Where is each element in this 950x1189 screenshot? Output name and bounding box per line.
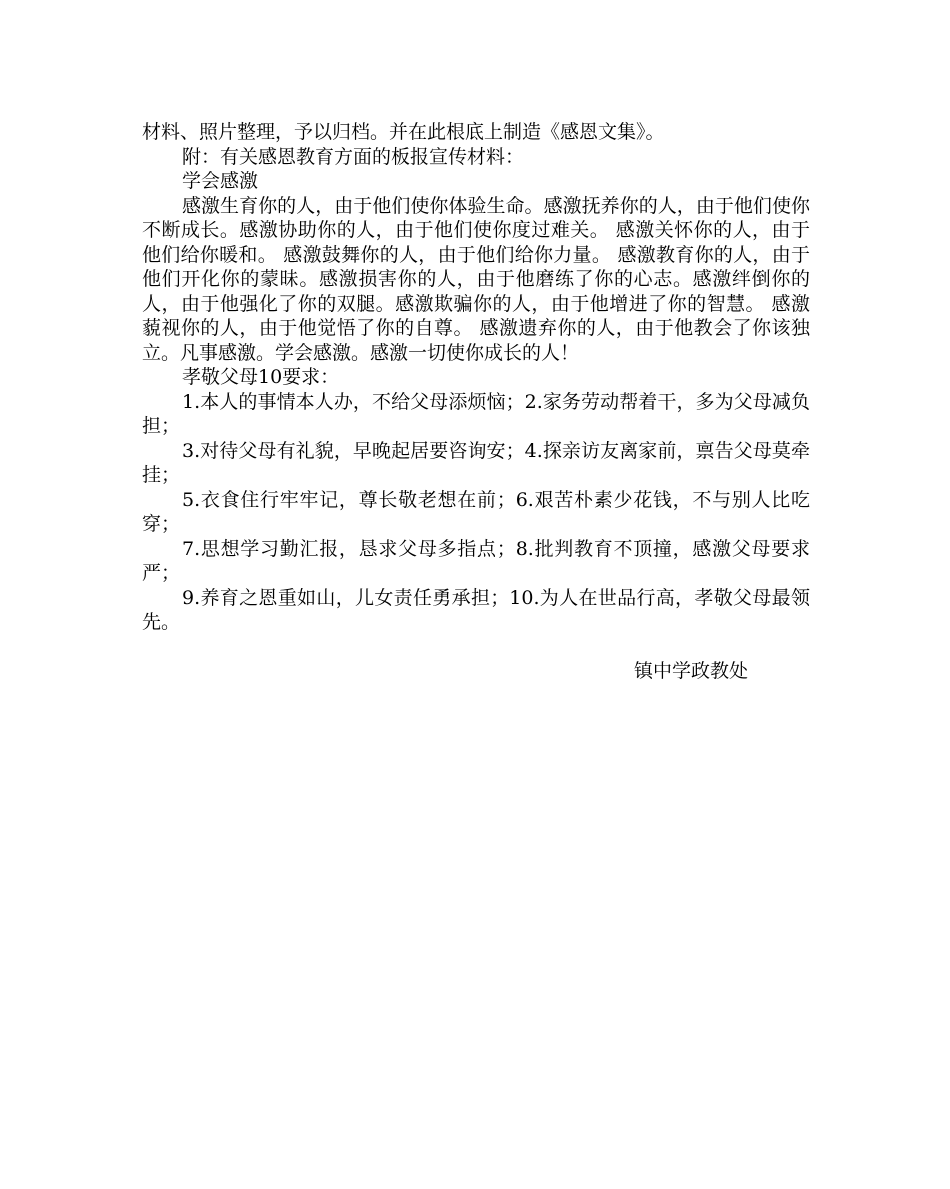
signature: 镇中学政教处 bbox=[633, 659, 748, 682]
paragraph-archive: 材料、照片整理，予以归档。并在此根底上制造《感恩文集》。 bbox=[142, 121, 665, 143]
document-body bbox=[142, 120, 810, 683]
list-item: 1.本人的事情本人办，不给父母添烦恼；2.家务劳动帮着干，多为父母减负担； bbox=[142, 390, 810, 437]
list-item: 9.养育之恩重如山，儿女责任勇承担；10.为人在世品行高，孝敬父母最领先。 bbox=[142, 586, 810, 633]
list-item: 7.思想学习勤汇报，恳求父母多指点；8.批判教育不顶撞，感激父母要求严； bbox=[142, 537, 810, 584]
list-item: 3.对待父母有礼貌，早晚起居要咨询安；4.探亲访友离家前，禀告父母莫牵挂； bbox=[142, 439, 810, 486]
list-item: 5.衣食住行牢牢记，尊长敬老想在前；6.艰苦朴素少花钱，不与别人比吃穿； bbox=[142, 488, 810, 535]
section-heading-filial: 孝敬父母10要求： bbox=[182, 366, 340, 388]
section-heading: 学会感激 bbox=[182, 170, 259, 192]
paragraph-gratitude: 感激生育你的人，由于他们使你体验生命。感激抚养你的人，由于他们使你不断成长。感激协助你的人，由于他们使你度过难关。 感激关怀你的人，由于他们给你暖和。 感激鼓舞你的人，由于他们给你力量。 感激教育你的人，由于他们开化你的蒙昧。感激损害你的人，由于他磨练了你的心志。感激绊倒你的人，由于他强化了你的双腿。感激欺骗你的人，由于他增进了你的智慧。 感激藐视你的人，由于他觉悟了你的自尊。 感激遗弃你的人，由于他教会了你该独立。凡事感激。学会感激。感激一切使你成长的人！ bbox=[142, 194, 810, 364]
paragraph-attachment: 附：有关感恩教育方面的板报宣传材料： bbox=[182, 145, 525, 168]
